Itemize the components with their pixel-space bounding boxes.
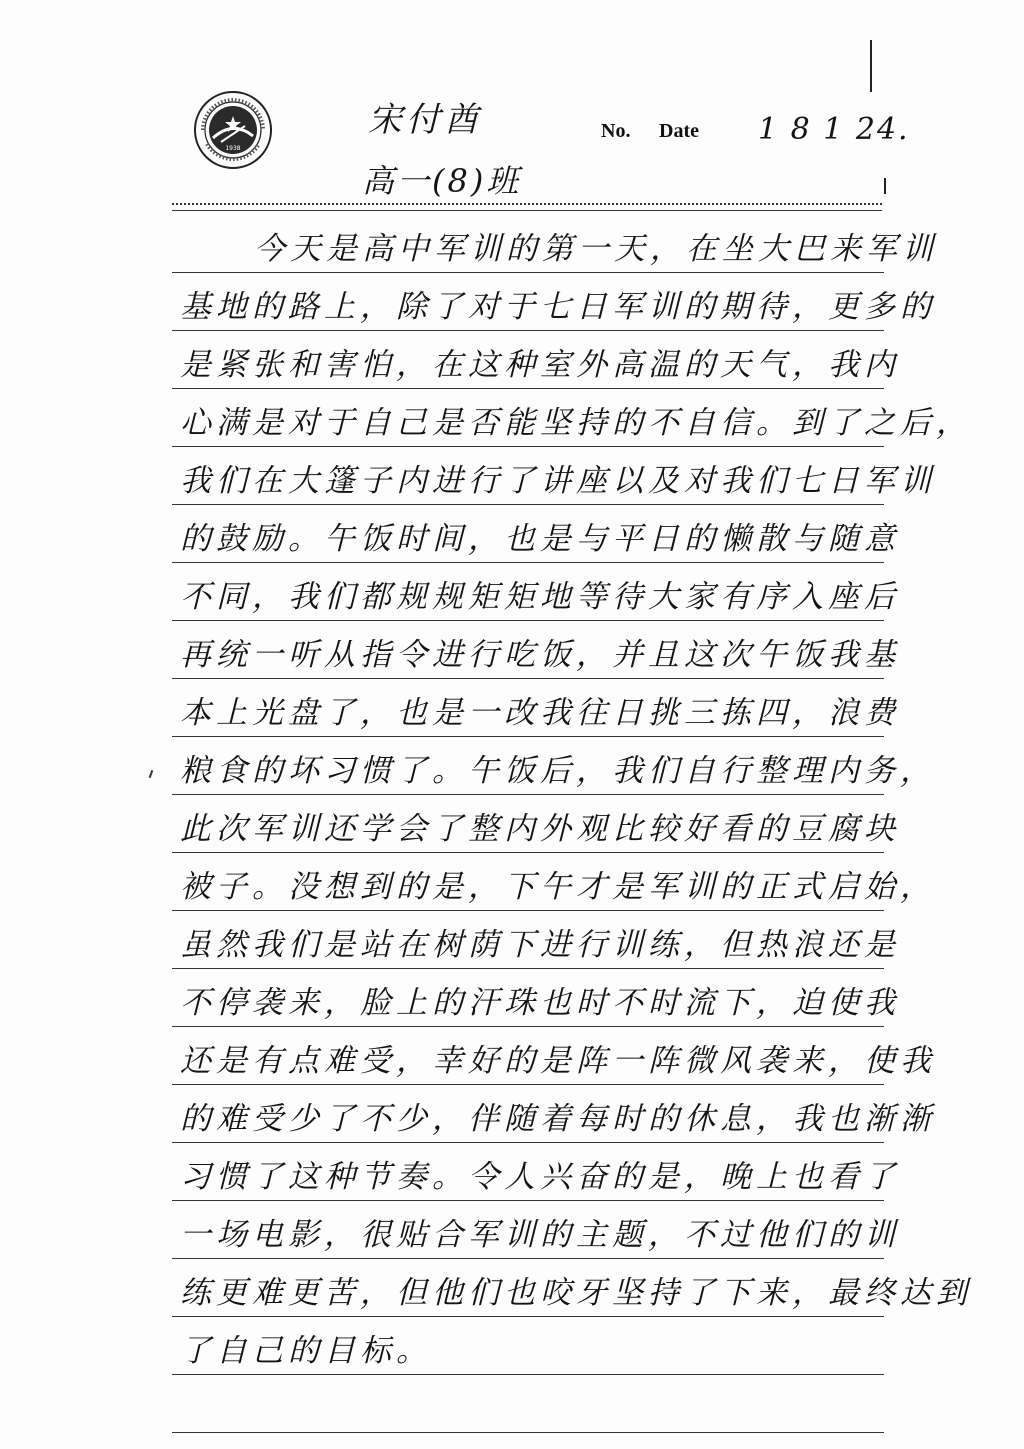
ruled-line bbox=[172, 739, 936, 795]
ruled-line bbox=[172, 623, 900, 679]
ruled-line bbox=[172, 1261, 972, 1317]
line-text: 习惯了这种节奏。令人兴奋的是，晚上也看了 bbox=[180, 1159, 900, 1195]
line-text: 基地的路上，除了对于七日军训的期待，更多的 bbox=[180, 289, 936, 325]
line-text: 虽然我们是站在树荫下进行训练，但热浪还是 bbox=[180, 927, 900, 963]
ruled-line bbox=[172, 449, 936, 505]
emblem-year: 1938 bbox=[225, 145, 241, 152]
line-text: 一场电影，很贴合军训的主题，不过他们的训 bbox=[180, 1217, 900, 1253]
line-text: 此次军训还学会了整内外观比较好看的豆腐块 bbox=[180, 811, 900, 847]
ruled-line bbox=[172, 1319, 884, 1375]
line-text: 今天是高中军训的第一天，在坐大巴来军训 bbox=[254, 231, 938, 267]
ruled-line bbox=[172, 681, 900, 737]
ruled-line bbox=[172, 1145, 900, 1201]
pen-mark bbox=[149, 770, 154, 778]
line-text: 我们在大篷子内进行了讲座以及对我们七日军训 bbox=[180, 463, 936, 499]
ruled-line bbox=[172, 1203, 900, 1259]
line-text: 不同，我们都规规矩矩地等待大家有序入座后 bbox=[180, 579, 900, 615]
header-solid-rule bbox=[172, 210, 882, 211]
ruled-line bbox=[172, 1087, 936, 1143]
student-name: 宋付酋 bbox=[368, 100, 482, 140]
line-text: 练更难更苦，但他们也咬牙坚持了下来，最终达到 bbox=[180, 1275, 972, 1311]
no-label: No. bbox=[601, 120, 631, 142]
ruled-line bbox=[172, 507, 900, 563]
line-text: 被子。没想到的是，下午才是军训的正式启始， bbox=[180, 869, 936, 905]
ruled-line bbox=[172, 217, 938, 273]
margin-mark bbox=[884, 178, 886, 194]
ruled-line bbox=[172, 971, 900, 1027]
ruled-line bbox=[172, 913, 900, 969]
ruled-line bbox=[172, 391, 972, 447]
class-name: 高一(8)班 bbox=[362, 162, 522, 200]
ruled-line bbox=[172, 565, 900, 621]
date-label: Date bbox=[659, 120, 699, 142]
line-text: 心满是对于自己是否能坚持的不自信。到了之后， bbox=[180, 405, 972, 441]
line-text: 的难受少了不少，伴随着每时的休息，我也渐渐 bbox=[180, 1101, 936, 1137]
margin-mark bbox=[870, 40, 872, 92]
header-dotted-rule bbox=[172, 203, 882, 205]
line-text: 了自己的目标。 bbox=[180, 1333, 432, 1369]
ruled-line bbox=[172, 855, 936, 911]
line-text: 再统一听从指令进行吃饭，并且这次午饭我基 bbox=[180, 637, 900, 673]
line-text: 还是有点难受，幸好的是阵一阵微风袭来，使我 bbox=[180, 1043, 936, 1079]
date-value: 1 8 1 24. bbox=[758, 112, 910, 147]
line-text: 是紧张和害怕，在这种室外高温的天气，我内 bbox=[180, 347, 900, 383]
line-text: 的鼓励。午饭时间，也是与平日的懒散与随意 bbox=[180, 521, 900, 557]
ruled-line bbox=[172, 1029, 936, 1085]
line-text: 粮食的坏习惯了。午饭后，我们自行整理内务， bbox=[180, 753, 936, 789]
ruled-line bbox=[172, 1377, 884, 1433]
ruled-line bbox=[172, 797, 900, 853]
ruled-line bbox=[172, 275, 936, 331]
ruled-line bbox=[172, 333, 900, 389]
school-emblem-icon bbox=[193, 90, 273, 170]
line-text: 本上光盘了，也是一改我往日挑三拣四，浪费 bbox=[180, 695, 900, 731]
line-text: 不停袭来，脸上的汗珠也时不时流下，迫使我 bbox=[180, 985, 900, 1021]
